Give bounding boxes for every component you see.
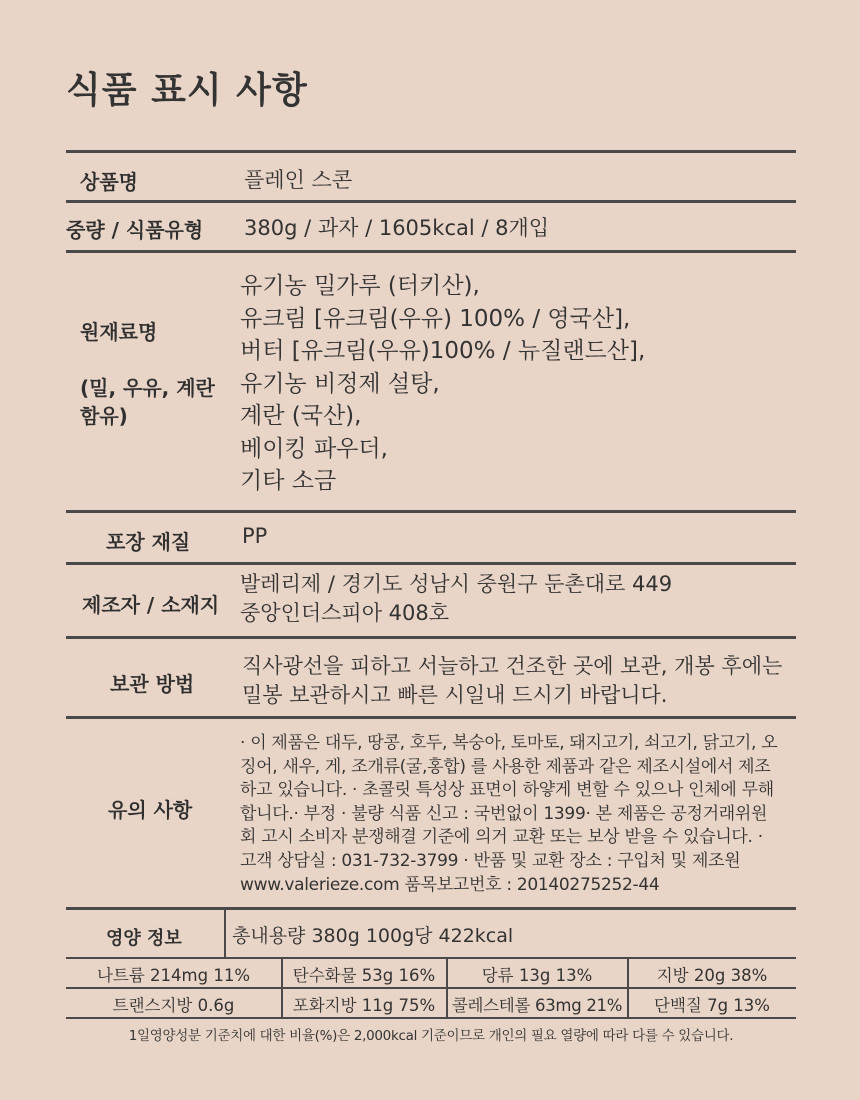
nutrient-fat: 지방 20g 38% xyxy=(656,966,768,985)
ingredient-line: 기타 소금 xyxy=(240,468,337,494)
divider xyxy=(66,716,796,719)
manufacturer-label: 제조자 / 소재지 xyxy=(82,593,220,617)
manufacturer-value: 발레리제 / 경기도 성남시 중원구 둔촌대로 449 중앙인더스피아 408호 xyxy=(240,572,673,625)
packaging-label: 포장 재질 xyxy=(106,530,191,554)
caution-line: 합니다.· 부정 · 불량 식품 신고 : 국번없이 1399· 본 제품은 공정거래위원 xyxy=(240,803,768,824)
product-name-label: 상품명 xyxy=(80,170,138,194)
ingredient-line: 베이킹 파우더, xyxy=(240,435,388,462)
divider xyxy=(66,907,796,910)
allergens-note: (밀, 우유, 계란 함유) xyxy=(80,376,215,428)
storage-value: 직사광선을 피하고 서늘하고 건조한 곳에 보관, 개봉 후에는 밀봉 보관하시고 빠른 시일내 드시기 바랍니다. xyxy=(242,654,783,707)
nutrient-cholesterol: 콜레스테롤 63mg 21% xyxy=(451,996,623,1015)
nutrition-footnote: 1일영양성분 기준치에 대한 비율(%)은 2,000kcal 기준이므로 개인의 필요 열량에 따라 다를 수 있습니다. xyxy=(128,1028,734,1044)
divider xyxy=(66,987,796,989)
weight-type-value: 380g / 과자 / 1605kcal / 8개입 xyxy=(244,216,550,240)
nutrient-carbohydrate: 탄수화물 53g 16% xyxy=(292,966,436,985)
caution-line: www.valerieze.com 품목보고번호 : 20140275252-44 xyxy=(240,874,660,895)
cautions-text xyxy=(240,732,800,897)
page-title: 식품 표시 사항 xyxy=(66,70,308,111)
ingredient-line: 계란 (국산), xyxy=(240,403,362,429)
nutrient-saturated-fat: 포화지방 11g 75% xyxy=(292,996,436,1015)
ingredient-line: 유기농 밀가루 (터키산), xyxy=(240,273,480,299)
caution-line: 고객 상담실 : 031-732-3799 · 반품 및 교환 장소 : 구입처 및 제조원 xyxy=(240,850,741,871)
caution-line: 하고 있습니다. · 초콜릿 특성상 표면이 하얗게 변할 수 있으나 인체에 무해 xyxy=(240,780,774,801)
divider xyxy=(66,1017,796,1019)
nutrient-protein: 단백질 7g 13% xyxy=(654,996,770,1015)
divider xyxy=(66,200,796,203)
divider xyxy=(66,562,796,565)
packaging-value: PP xyxy=(242,524,268,548)
divider xyxy=(66,250,796,253)
ingredient-line: 버터 [유크림(우유)100% / 뉴질랜드산], xyxy=(240,338,646,364)
product-name-value: 플레인 스콘 xyxy=(244,168,353,192)
divider xyxy=(224,909,226,957)
ingredients-label: 원재료명 xyxy=(80,320,158,344)
divider xyxy=(66,150,796,153)
nutrition-label: 영양 정보 xyxy=(106,928,182,949)
caution-line: 회 고시 소비자 분쟁해결 기준에 의거 교환 또는 보상 받을 수 있습니다. · xyxy=(240,827,763,848)
ingredients-list xyxy=(240,270,645,498)
ingredient-line: 유크림 [유크림(우유) 100% / 영국산], xyxy=(240,305,631,332)
cautions-label: 유의 사항 xyxy=(108,798,193,822)
nutrient-sodium: 나트륨 214mg 11% xyxy=(96,966,251,985)
nutrition-summary: 총내용량 380g 100g당 422kcal xyxy=(232,925,514,947)
caution-line: · 이 제품은 대두, 땅콩, 호두, 복숭아, 토마토, 돼지고기, 쇠고기, 닭고기, 오 xyxy=(240,733,778,753)
nutrient-trans-fat: 트랜스지방 0.6g xyxy=(112,996,235,1015)
weight-type-label: 중량 / 식품유형 xyxy=(66,218,204,242)
divider xyxy=(66,957,796,959)
divider xyxy=(66,636,796,639)
nutrient-sugars: 당류 13g 13% xyxy=(481,966,593,985)
caution-line: 징어, 새우, 게, 조개류(굴,홍합) 를 사용한 제품과 같은 제조시설에서 제조 xyxy=(240,756,771,777)
storage-label: 보관 방법 xyxy=(110,672,195,696)
ingredient-line: 유기농 비정제 설탕, xyxy=(240,370,440,397)
divider xyxy=(66,510,796,513)
